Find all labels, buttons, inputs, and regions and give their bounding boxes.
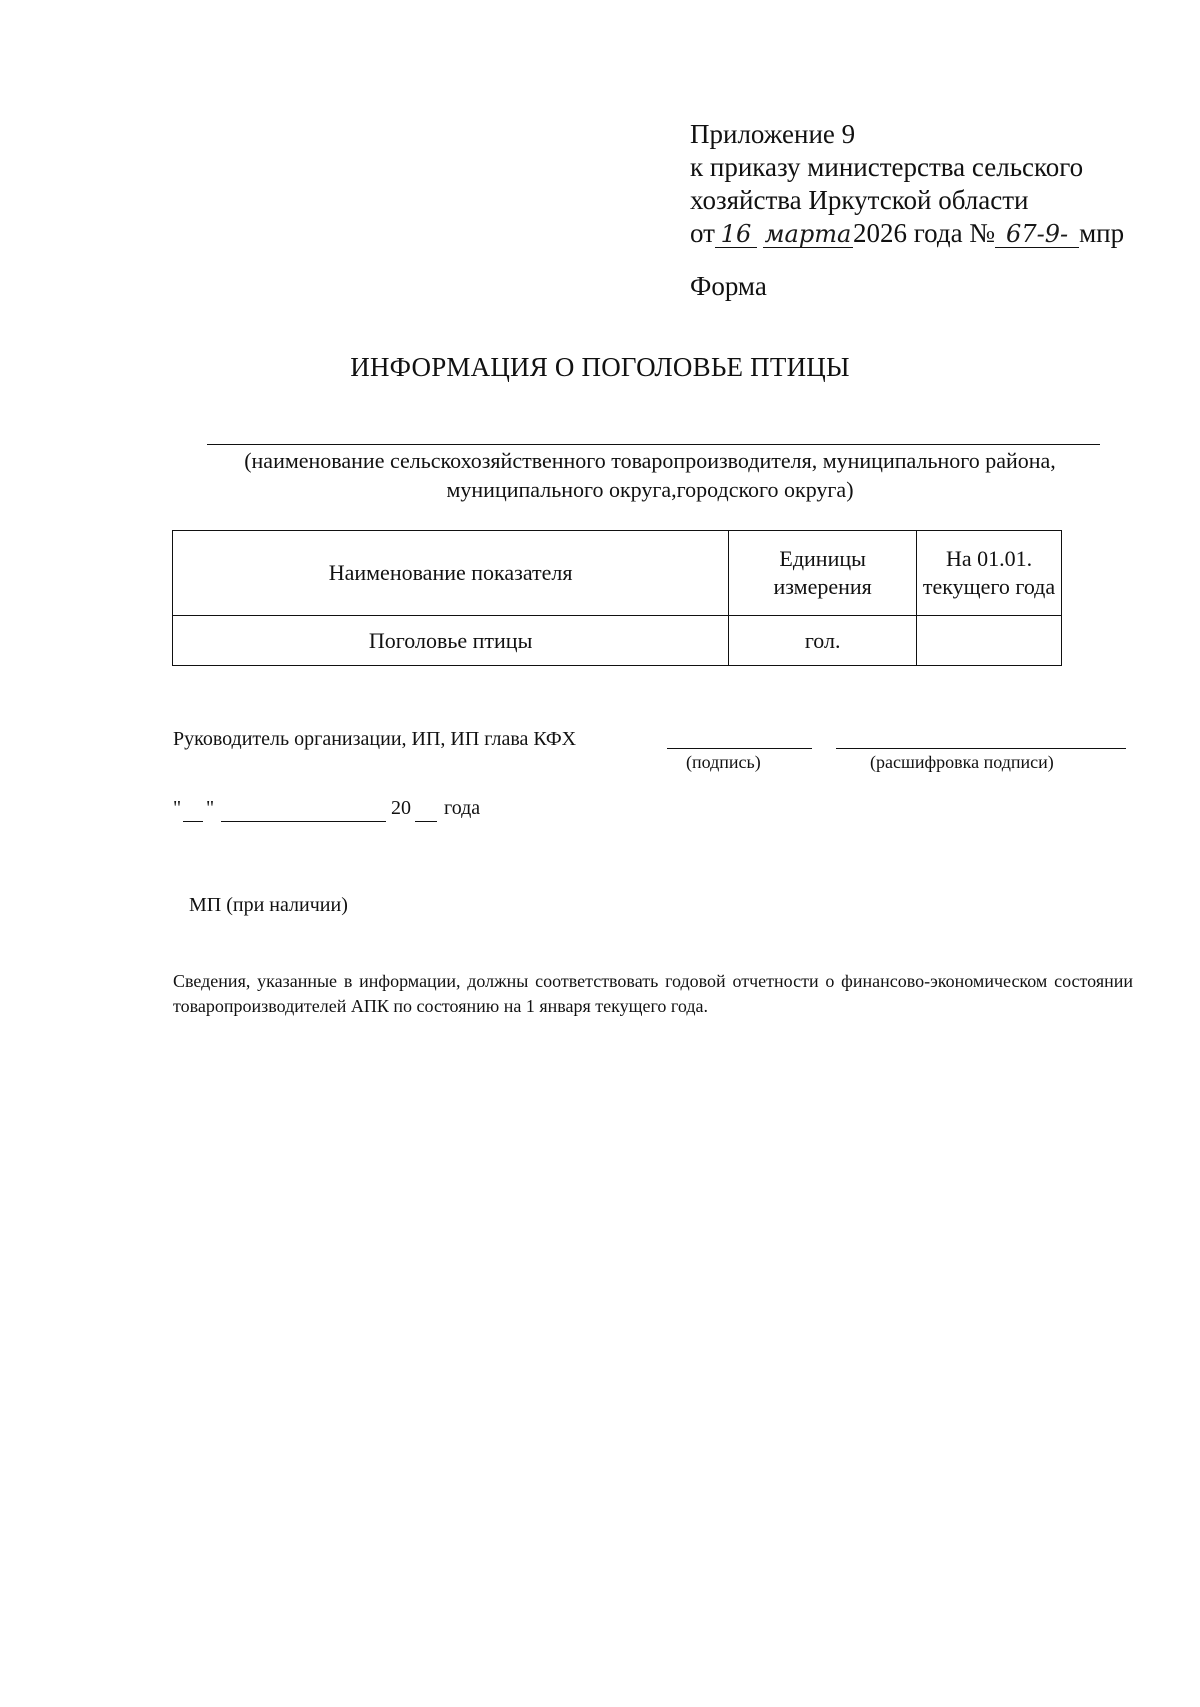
- row-indicator-name: Поголовье птицы: [173, 616, 729, 666]
- document-title: ИНФОРМАЦИЯ О ПОГОЛОВЬЕ ПТИЦЫ: [350, 352, 850, 382]
- row-unit: гол.: [729, 616, 917, 666]
- header-unit: Единицы измерения: [729, 531, 917, 616]
- date-day-handwritten: 16: [715, 221, 757, 248]
- appendix-number: Приложение 9: [690, 119, 856, 149]
- order-date-line: [690, 217, 1124, 250]
- order-number-handwritten: 67-9-: [995, 221, 1079, 248]
- date-prefix: от: [690, 218, 715, 248]
- header-date: На 01.01. текущего года: [917, 531, 1062, 616]
- date-year-prefix: 20: [391, 797, 411, 819]
- header-indicator: Наименование показателя: [173, 531, 729, 616]
- stamp-label: МП (при наличии): [189, 894, 348, 916]
- poultry-table: [172, 530, 1062, 666]
- date-year-suffix: года: [444, 797, 481, 819]
- note-text: Сведения, указанные в информации, должны соответствовать годовой отчетности о финансово-экономическом состоянии товаропроизводителей АПК по состоянию на 1 января текущего года.: [173, 971, 1133, 1016]
- date-month-handwritten: марта: [764, 220, 852, 248]
- date-month-line[interactable]: [221, 821, 386, 822]
- row-value-cell[interactable]: [917, 616, 1062, 666]
- date-year-line[interactable]: [415, 821, 437, 822]
- signature-decode-line[interactable]: [836, 748, 1126, 749]
- signature-line[interactable]: [667, 748, 812, 749]
- signature-caption: (подпись): [686, 752, 761, 772]
- form-label: Форма: [690, 271, 767, 301]
- date-day-line[interactable]: [183, 821, 203, 822]
- table-header-row: [173, 531, 1062, 616]
- order-reference-line: к приказу министерства сельского: [690, 152, 1084, 182]
- producer-name-line: [207, 444, 1100, 445]
- signatory-label: Руководитель организации, ИП, ИП глава КФХ: [173, 728, 577, 750]
- signature-decode-caption: (расшифровка подписи): [870, 752, 1054, 772]
- ministry-line: хозяйства Иркутской области: [690, 185, 1029, 215]
- table-row: [173, 616, 1062, 666]
- producer-caption: (наименование сельскохозяйственного товаропроизводителя, муниципального района, муниципального округа,городского округа): [244, 448, 1056, 502]
- date-year-text: 2026 года №: [852, 218, 996, 248]
- date-quote-open: ": [173, 797, 182, 819]
- date-quote-close: ": [206, 797, 215, 819]
- order-suffix: мпр: [1079, 218, 1125, 248]
